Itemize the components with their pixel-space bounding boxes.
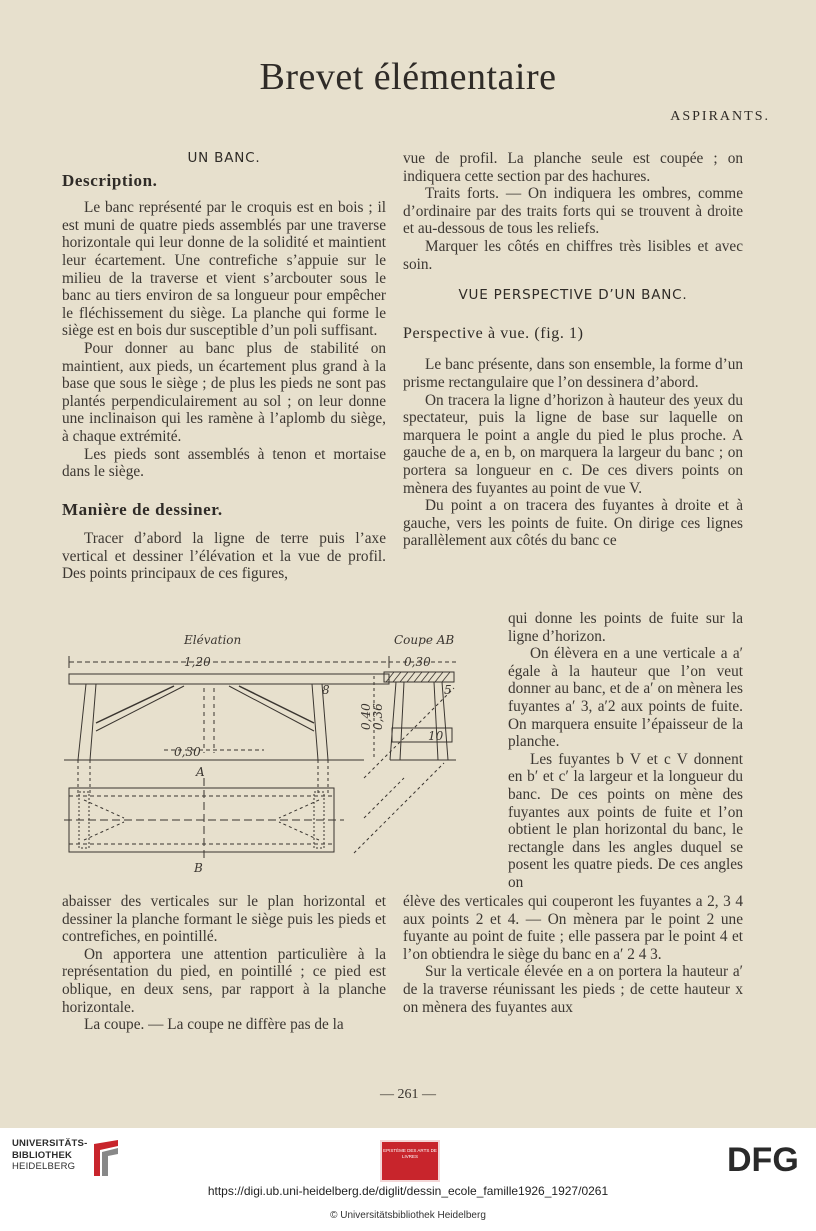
section-title: UN BANC. [187, 150, 261, 166]
method-heading: Manière de dessiner. [62, 499, 223, 519]
label-b: B [194, 861, 203, 875]
paragraph: Le banc représenté par le croquis est en bois ; il est muni de quatre pieds assemblés par une traverse horizontale qui leur donne de la solidité et maintient leur écartement. Une contrefiche s’appuie sur le milieu de la traverse et vient s’arcbouter sous le banc au tiers environ de sa longueur pour empêcher le fléchissement du siège. La planche qui forme le siège est en bois dur susceptible d’un poli suffisant. [62, 199, 386, 340]
library-emblem-icon [88, 1138, 124, 1178]
perspective-title: VUE PERSPECTIVE D’UN BANC. [458, 287, 688, 304]
label-coupe: Coupe AB [394, 633, 455, 647]
paragraph: Marquer les côtés en chiffres très lisibles et avec soin. [403, 237, 743, 273]
drawing-svg [64, 628, 504, 878]
page-title: Brevet élémentaire [259, 56, 557, 98]
dfg-logo[interactable] [727, 1141, 805, 1177]
paragraph: Le banc présente, dans son ensemble, la forme d’un prisme rectangulaire que l’on dessinera d’abord. [403, 356, 743, 391]
paragraph: élève des verticales qui couperont les fuyantes a 2, 3 4 aux points 2 et 4. — On mènera par le point 2 une fuyante au point de fuite ; elle passera par le point 4 et l’on obtiendra le siège du banc en a′ 2 4 3. [403, 893, 743, 963]
elevation-seat [69, 674, 389, 684]
dim-height-1: 0,40 [359, 703, 373, 730]
paragraph: On élèvera en a une verticale a a′ égale à la hauteur que l’on veut donner au banc, et de a′ on mènera les fuyantes a′ 3, a′2 aux points de fuite. On marquera ensuite l’épaisseur de la planche. [508, 645, 743, 751]
paragraph: Du point a on tracera des fuyantes à droite et à gauche, vers les points de fuite. On dirige ces lignes parallèlement aux côtés du banc ce [403, 497, 743, 550]
dim-length: 1,20 [184, 655, 211, 669]
label-elevation: Elévation [184, 633, 242, 647]
right-column [403, 150, 743, 550]
paragraph: abaisser des verticales sur le plan horizontal et dessiner la planche formant le siège puis les pieds et contrefiches, en pointillé. [62, 893, 386, 946]
center-partner-logo[interactable] [380, 1140, 440, 1182]
left-column-lower [62, 893, 386, 1034]
dim-base: 0,30 [174, 745, 201, 759]
copyright-notice: © Universitätsbibliothek Heidelberg [330, 1210, 486, 1221]
dim-height-2: 0,36 [371, 703, 385, 730]
library-line: UNIVERSITÄTS- [12, 1138, 88, 1149]
university-library-logo[interactable] [12, 1138, 142, 1188]
bench-technical-drawing [64, 628, 504, 878]
page-url-link[interactable]: https://digi.ub.uni-heidelberg.de/diglit/dessin_ecole_famille1926_1927/0261 [207, 1184, 609, 1198]
footer-bar [0, 1128, 816, 1231]
center-logo-text: EPISTÈME DES ARTS DE LIVRES [383, 1148, 437, 1159]
library-name [12, 1138, 87, 1173]
paragraph: Traits forts. — On indiquera les ombres, comme d’ordinaire par des traits forts qui se trouvent à droite et au-dessous de tous les reliefs. [403, 185, 743, 238]
right-column-lower [403, 893, 743, 1016]
library-line: BIBLIOTHEK [12, 1149, 73, 1161]
paragraph: On apportera une attention particulière à la représentation du pied, en pointillé ; ce pied est oblique, en deux sens, par rapport à la planche horizontale. [62, 945, 386, 1016]
left-column [62, 150, 386, 583]
dfg-logo-text: DFG [727, 1141, 799, 1177]
paragraph: Sur la verticale élevée en a on portera la hauteur a′ de la traverse réunissant les pieds ; de cette hauteur x on mènera des fuyantes aux [403, 963, 743, 1016]
label-a: A [196, 765, 205, 779]
paragraph: qui donne les points de fuite sur la ligne d’horizon. [508, 610, 743, 645]
paragraph: Pour donner au banc plus de stabilité on maintient, aux pieds, un écartement plus grand à la base que sous le siège ; de plus les pieds ne sont pas plantés perpendiculairement au sol ; on leur donne une inclinaison qui les ramène à l’aplomb du siège, à chaque extrémité. [62, 339, 386, 445]
paragraph: Les fuyantes b V et c V donnent en b′ et c′ la largeur et la longueur du banc. De ces points on mène des fuyantes aux points de fuite et l’on obtient le plan horizontal du banc, le rectangle dans les angles duquel se posent les quatre pieds. De ces angles on [508, 750, 743, 891]
description-heading: Description. [62, 170, 158, 190]
dim-10: 10 [428, 729, 444, 743]
paragraph: La coupe. — La coupe ne diffère pas de la [84, 1016, 344, 1034]
dfg-logo-icon [727, 1141, 805, 1177]
paragraph: Tracer d’abord la ligne de terre puis l’axe vertical et dessiner l’élévation et la vue de profil. Des points principaux de ces figures, [62, 530, 386, 583]
paragraph: On tracera la ligne d’horizon à hauteur des yeux du spectateur, puis la ligne de base sur laquelle on marquera le point a angle du pied le plus proche. A gauche de a, en b, on marquera la largeur du banc ; on portera sa longueur en c. De ces divers points on mènera des fuyantes au point de vue V. [403, 391, 743, 497]
perspective-heading: Perspective à vue. (fig. 1) [403, 324, 584, 342]
right-column-narrow [508, 610, 743, 892]
paragraph: vue de profil. La planche seule est coupée ; on indiquera cette section par des hachures. [403, 150, 743, 185]
dim-8: 8 [322, 683, 330, 697]
dim-width: 0,30 [404, 655, 431, 669]
library-line: HEIDELBERG [12, 1161, 76, 1172]
paragraph: Les pieds sont assemblés à tenon et mortaise dans le siège. [62, 445, 386, 481]
page-subtitle: ASPIRANTS. [670, 109, 770, 124]
dim-5: 5 [444, 683, 452, 697]
page-number: — 261 — [380, 1087, 436, 1102]
